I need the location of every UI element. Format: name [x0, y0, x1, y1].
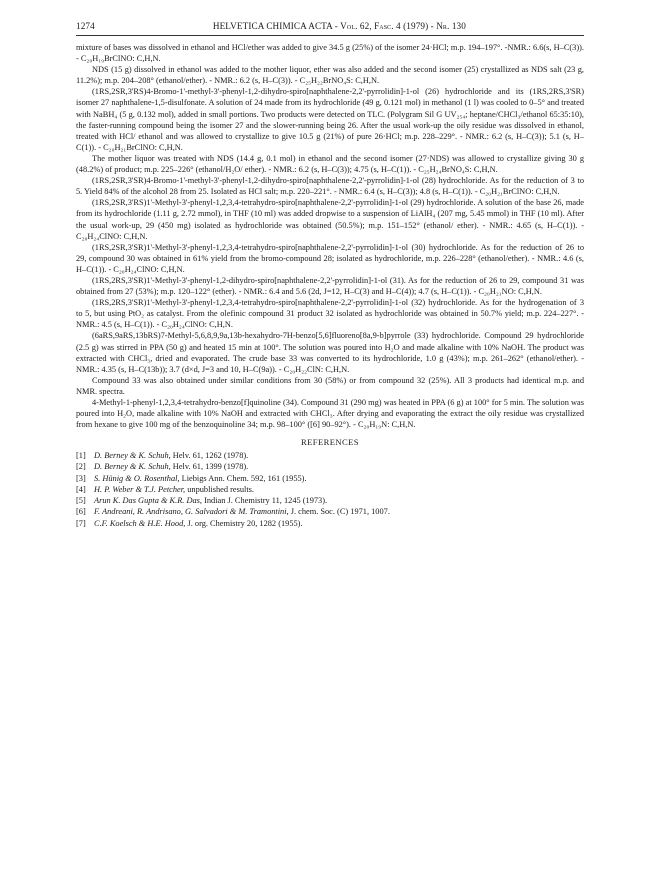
reference-item — [76, 461, 584, 472]
references-heading: REFERENCES — [301, 437, 359, 448]
reference-source: Indian J. Chemistry 11, 1245 (1973). — [202, 496, 328, 506]
paragraph: mixture of bases was dissolved in ethanol and HCl/ether was added to give 34.5 g (25%) of the isomer 24·HCl; m.p. 194–197°. -NMR.: 6.6(s, H–C(3)). - C₂₀H₁₉BrClNO: C,H,N. — [76, 43, 584, 64]
references-list — [76, 450, 584, 528]
reference-authors: F. Andreani, R. Andrisano, G. Salvadori & M. Tramontini, — [94, 507, 289, 517]
reference-number: [2] — [76, 462, 86, 472]
paragraph: (1RS,2RS,3'SR)1'-Methyl-3'-phenyl-1,2,3,4-tetrahydro-spiro[naphthalene-2,2'-pyrrolidin]-1-ol (32) hydrochloride. As for the hydrogenation of 3 to 5, but using PtO₂ as catalyst. From the olefinic compound 31 product 32 isolated as hydrochloride was obtained in 50.7% yield; m.p. 224–227°. - NMR.: 4.5 (s, H–C(1)). - C₂₀H₂₄ClNO: C,H,N. — [76, 298, 584, 330]
reference-number: [6] — [76, 507, 86, 517]
paragraph: Compound 33 was also obtained under similar conditions from 30 (58%) or from compound 32 (25%). All 3 products had identical m.p. and NMR. spectra. — [76, 375, 584, 396]
reference-item — [76, 518, 584, 529]
reference-source: J. org. Chemistry 20, 1282 (1955). — [185, 518, 303, 528]
header-rule — [76, 35, 584, 36]
reference-text — [94, 461, 584, 472]
paragraph: NDS (15 g) dissolved in ethanol was added to the mother liquor, ether was also added and the second isomer (25) crystallized as NDS salt (23 g, 11.2%); m.p. 204–208° (ethanol/ether). - NMR.: 6.2 (s, H–C(3)). - C₂₅H₂₂BrNO₄S: C,H,N. — [76, 65, 584, 86]
reference-text — [94, 473, 584, 484]
reference-source: Liebigs Ann. Chem. 592, 161 (1955). — [179, 473, 307, 483]
page-header — [76, 20, 584, 32]
reference-item — [76, 484, 584, 495]
paragraph: (1RS,2SR,3'RS)1'-Methyl-3'-phenyl-1,2,3,4-tetrahydro-spiro[naphthalene-2,2'-pyrrolidin]-1-ol (29) hydrochloride. A solution of the base 26, made from its hydrochloride (1.11 g, 2.72 mmol), in THF (10 ml) was added dropwise to a suspension of LiAlH₄ (207 mg, 5.45 mmol) in THF (10 ml). After the usual work-up, 29 (450 mg) isolated as hydrochloride was obtained (50.5%); m.p. 151–152° (ethanol/ ether). - NMR.: 4.65 (s, H–C(1)). - C₂₀H₂₄ClNO: C,H,N. — [76, 198, 584, 241]
paragraph: (1RS,2SR,3'RS)4-Bromo-1'-methyl-3'-phenyl-1,2-dihydro-spiro[naphthalene-2,2'-pyrrolidin]-1-ol (26) hydrochloride and its (1RS,2RS,3'SR) isomer 27 naphthalene-1,5-disulfonate. A solution of 24 made from its hydrochloride (49 g, 0.121 mol) in methanol (1 l) was cooled to 0–5° and treated with NaBH₄ (5 g, 0.132 mol), added in small portions. Two products were detected on TLC. (Polygram Sil G UV₂₅₄; heptane/CHCl₃/ethanol 65:35:10), the faster-running compound being the isomer 27 and the slower-running being 26. After the usual work-up the oily residue was dissolved in ethanol, treated with HCl/ ethanol and was allowed to crystallize to give 10.5 g (21%) of pure 26·HCl; m.p. 228–229°. - NMR.: 6.2 (s, H–C(3)); 5.1 (s, H–C(1)). - C₂₀H₂₁BrClNO: C,H,N. — [76, 87, 584, 152]
reference-number: [3] — [76, 473, 86, 483]
page-number: 1274 — [76, 21, 95, 31]
paragraph: 4-Methyl-1-phenyl-1,2,3,4-tetrahydro-benzo[f]quinoline (34). Compound 31 (290 mg) was heated in PPA (6 g) at 100° for 5 min. The solution was poured into H₂O, made alkaline with 10% NaOH and extracted with CHCl₃. After drying and evaporating the extract the oily residue was crystallized from hexane to give 100 mg of the benzoquinoline 34; m.p. 98–100° ([6] 90–92°). - C₂₀H₁₉N: C,H,N. — [76, 398, 584, 430]
reference-number: [1] — [76, 451, 86, 461]
journal-page — [76, 20, 584, 529]
reference-authors: C.F. Koelsch & H.E. Hood, — [94, 518, 186, 528]
reference-authors: D. Berney & K. Schuh, — [94, 462, 171, 472]
reference-item — [76, 473, 584, 484]
reference-number: [5] — [76, 496, 86, 506]
reference-text — [94, 495, 584, 506]
paragraph: (6aRS,9aRS,13bRS)7-Methyl-5,6,8,9,9a,13b-hexahydro-7H-benzo[5,6]fluoreno[8a,9-b]pyrrole (33) hydrochloride. Compound 29 hydrochloride (2.5 g) was stirred in PPA (50 g) and heated 15 min at 100°. The solution was poured into H₂O and made alkaline with 10% NaOH. The product was extracted with CHCl₃, dried and evaporated. The crude base 33 was converted to its hydrochloride, 1.0 g (43%); m.p. 261–262° (ethanol/ether). - NMR.: 4.35 (s, H–C(13b)); 3.7 (d×d, J=3 and 10, H–C(9a)). - C₂₀H₂₂ClN: C,H,N. — [76, 331, 584, 374]
reference-number: [4] — [76, 484, 86, 494]
reference-item — [76, 506, 584, 517]
reference-authors: Arun K. Das Gupta & K.R. Das, — [94, 496, 203, 506]
reference-item — [76, 495, 584, 506]
article-body — [76, 42, 584, 430]
journal-running-head: HELVETICA CHIMICA ACTA - Vol. 62, Fasc. 4 (1979) - Nr. 130 — [212, 21, 466, 31]
reference-text — [94, 518, 584, 529]
reference-number: [7] — [76, 518, 86, 528]
reference-source: Helv. 61, 1399 (1978). — [170, 462, 249, 472]
reference-authors: D. Berney & K. Schuh, — [94, 451, 171, 461]
reference-text — [94, 450, 584, 461]
reference-source: unpublished results. — [185, 484, 254, 494]
paragraph: (1RS,2SR,3'SR)4-Bromo-1'-methyl-3'-phenyl-1,2-dihydro-spiro[naphthalene-2,2'-pyrrolidin]-1-ol (28) hydrochloride. As for the reduction of 3 to 5. Yield 84% of the alcohol 28 from 25. Isolated as HCl salt; m.p. 220–221°. - NMR.: 6.4 (s, H–C(3)); 4.8 (s, H–C(1)). - C₂₀H₂₁BrClNO: C,H,N. — [76, 176, 584, 197]
reference-text — [94, 506, 584, 517]
paragraph: (1RS,2RS,3'SR)1'-Methyl-3'-phenyl-1,2-dihydro-spiro[naphthalene-2,2'-pyrrolidin]-1-ol (31). As for the reduction of 26 to 29, compound 31 was obtained from 27 (53%); m.p. 120–122° (ether). - NMR.: 6.4 and 5.6 (2d, J=12, H–C(3) and H–C(4)); 4.7 (s, H–C(1)). - C₂₀H₂₁NO: C,H,N. — [76, 275, 584, 297]
reference-authors: H. P. Weber & T.J. Petcher, — [94, 484, 186, 494]
paragraph: The mother liquor was treated with NDS (14.4 g, 0.1 mol) in ethanol and the second isomer (27·NDS) was allowed to crystallize giving 30 g (48.2%) of product; m.p. 225–226° (ethanol/H₂O/ ether). - NMR.: 6.2 (s, H–C(3)); 4.75 (s, H–C(1)). - C₂₅H₂₄BrNO₄S: C,H,N. — [76, 153, 584, 175]
reference-source: Helv. 61, 1262 (1978). — [170, 451, 249, 461]
reference-item — [76, 450, 584, 461]
reference-authors: S. Hünig & O. Rosenthal, — [94, 473, 180, 483]
reference-source: J. chem. Soc. (C) 1971, 1007. — [288, 507, 390, 517]
paragraph: (1RS,2SR,3'SR)1'-Methyl-3'-phenyl-1,2,3,4-tetrahydro-spiro[naphthalene-2,2'-pyrrolidin]-1-ol (30) hydrochloride. As for the reduction of 26 to 29, compound 30 was obtained in 61% yield from the bromo-compound 28; isolated as hydrochloride, m.p. 226–228° (ethanol/ether). - NMR.: 4.6 (s, H–C(1)). - C₂₀H₂₄ClNO: C,H,N. — [76, 242, 584, 274]
reference-text — [94, 484, 584, 495]
